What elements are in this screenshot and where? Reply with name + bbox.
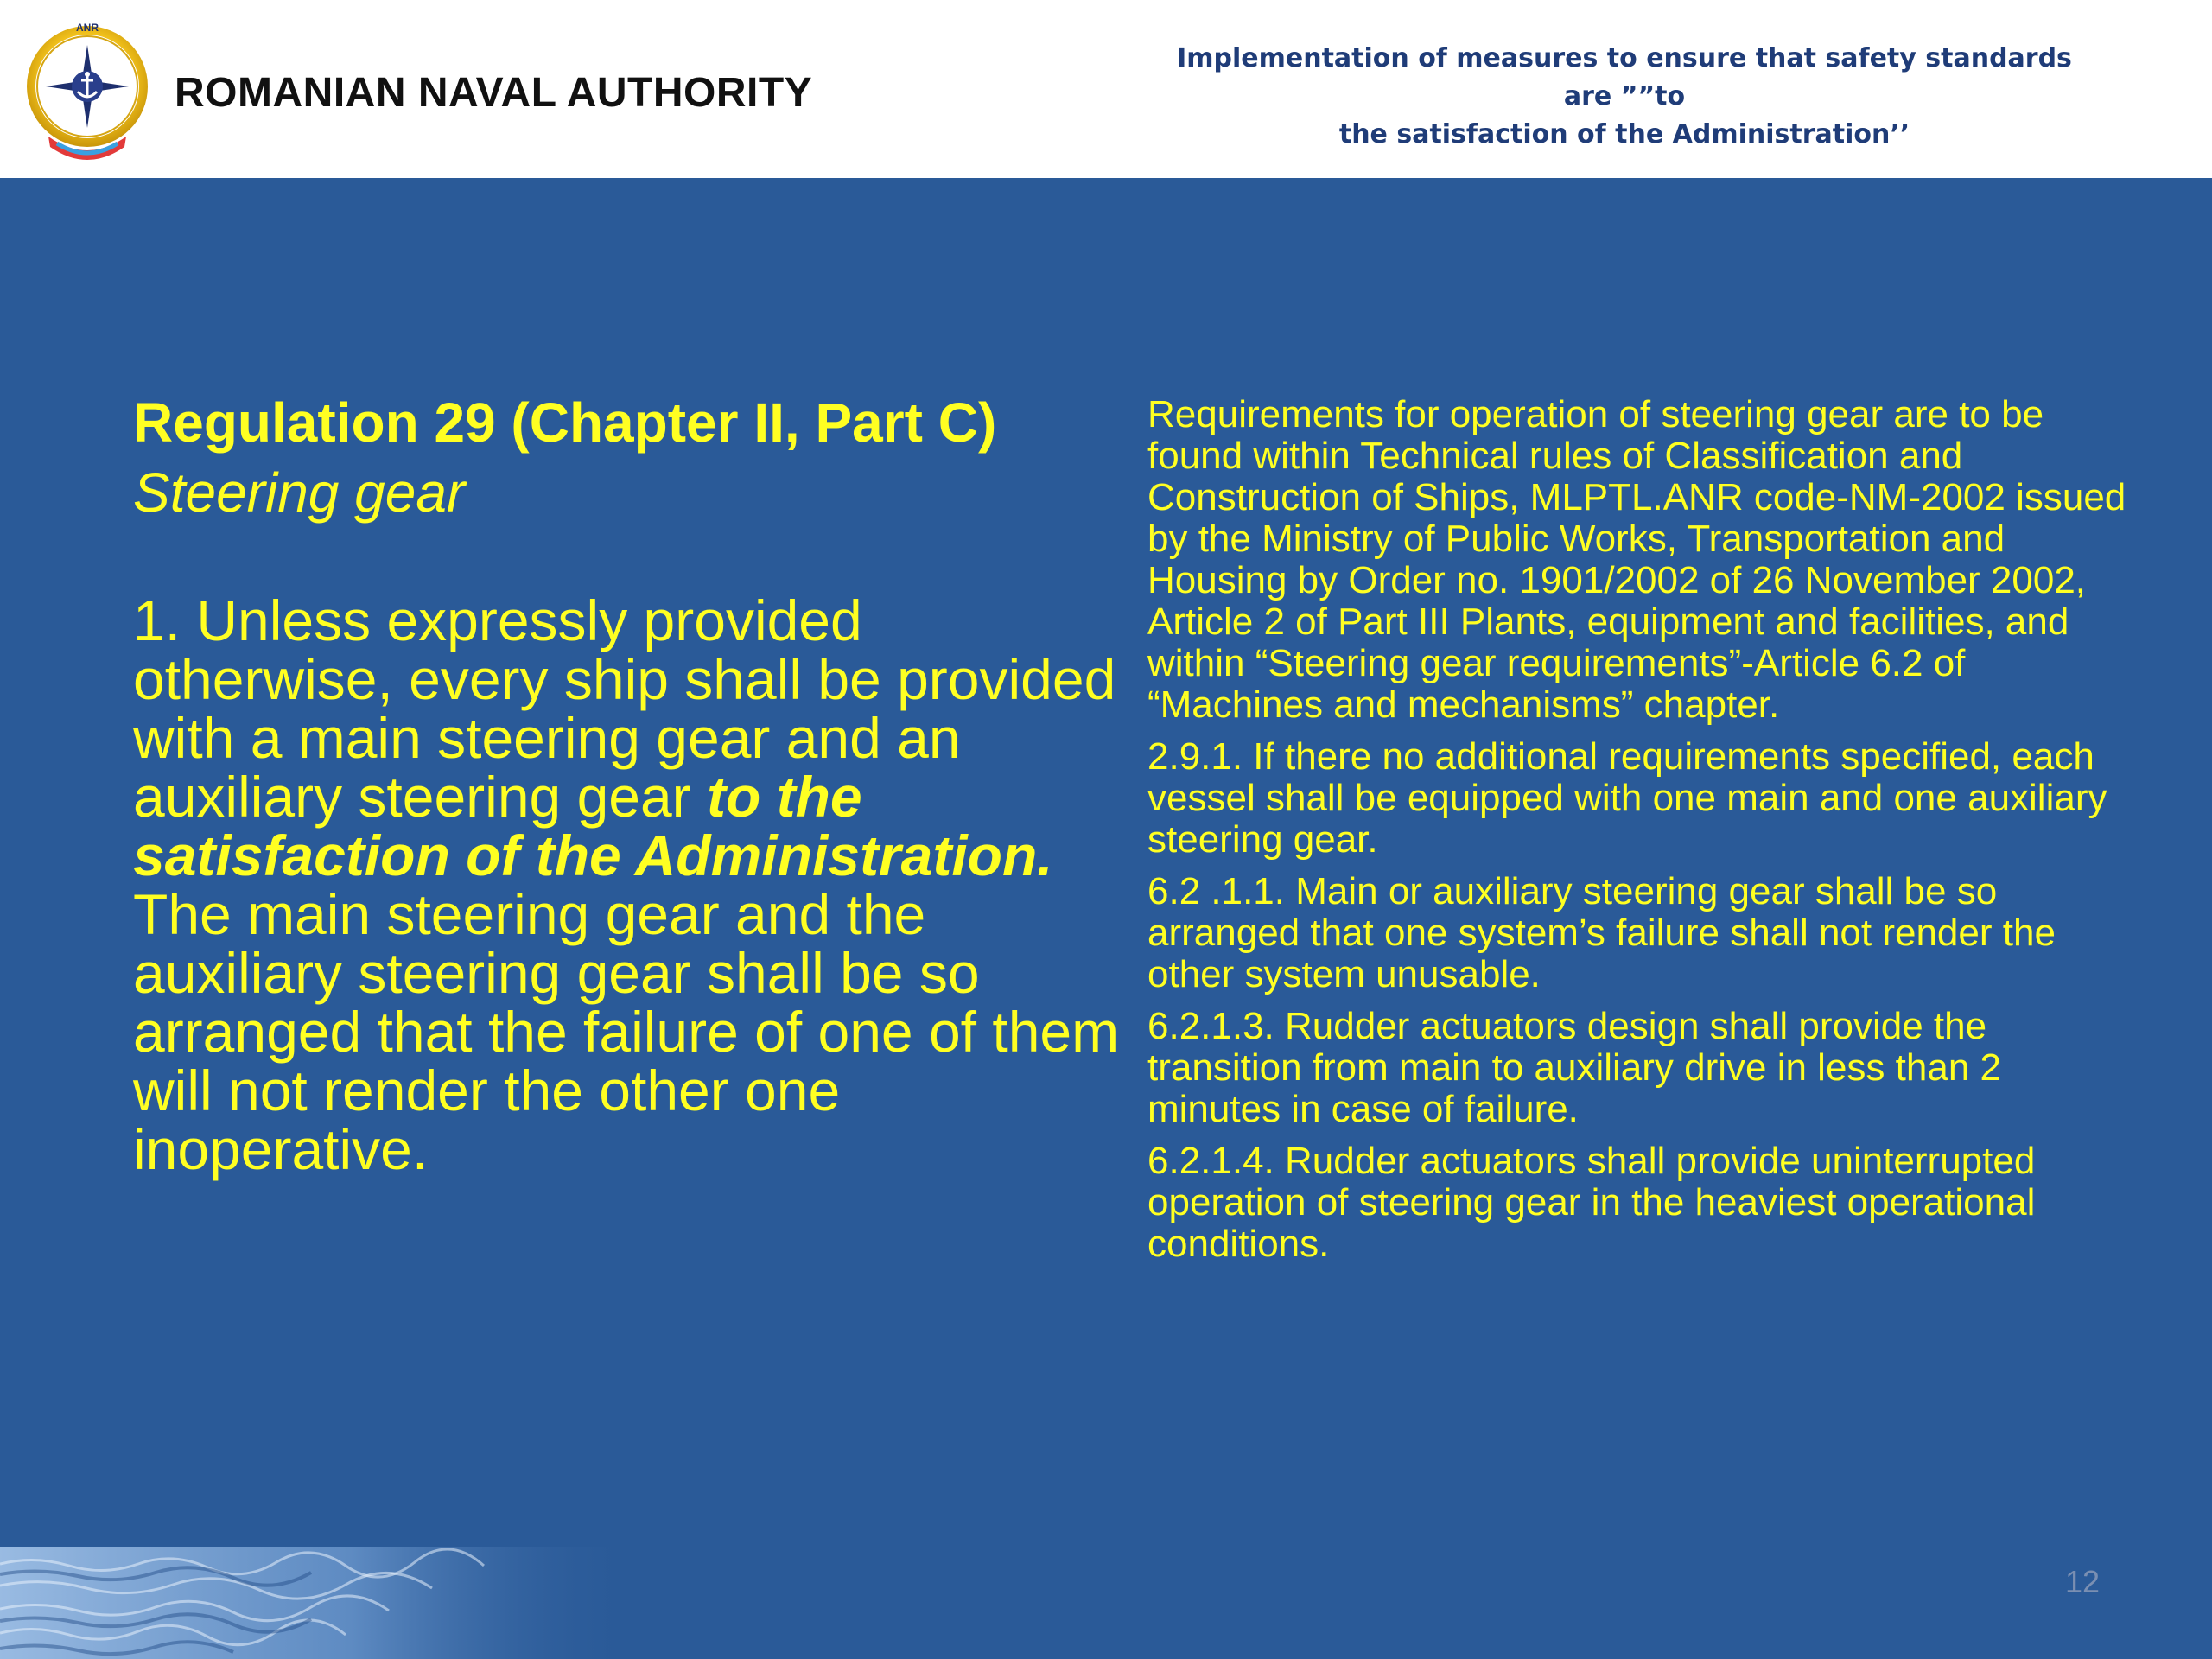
requirement-paragraph: 6.2.1.3. Rudder actuators design shall provide the transition from main to auxiliary drive in less than 2 minutes in case of failure.	[1147, 1005, 2001, 1130]
header-caption-line-2: the satisfaction of the Administration’’	[1338, 119, 1910, 149]
requirement-paragraph: Requirements for operation of steering gear are to be found within Technical rules of Classification and Construction of Ships, MLPTL.ANR code-NM-2002 issued by the Ministry of Public Works, Transportation and Housing by Order no. 1901/2002 of 26 November 2002, Article 2 of Part III Plants, equipment and facilities, and within “Steering gear requirements”-Article 6.2 of “Machines and mechanisms” chapter.	[1147, 393, 2126, 726]
header-caption	[1158, 40, 2091, 154]
naval-authority-logo	[22, 17, 152, 162]
sea-waves-decoration	[0, 1547, 639, 1659]
organization-name: ROMANIAN NAVAL AUTHORITY	[175, 70, 813, 116]
page-number: 12	[2064, 1564, 2100, 1599]
regulation-title: Regulation 29 (Chapter II, Part C)	[133, 391, 997, 454]
regulation-text-start: 1. Unless expressly provided otherwise, every ship shall be provided with a main steering gear and an auxiliary steering gear	[133, 588, 1116, 829]
requirements-column	[1147, 394, 2141, 1275]
regulation-text-emphasis: to the satisfaction of the Administration.	[133, 765, 1053, 887]
regulation-text	[133, 588, 1135, 1181]
requirement-paragraph: 6.2 .1.1. Main or auxiliary steering gear shall be so arranged that one system’s failure shall not render the other system unusable.	[1147, 870, 2056, 995]
regulation-text-end: The main steering gear and the auxiliary steering gear shall be so arranged that the failure of one of them will not render the other one inoperative.	[133, 882, 1120, 1181]
header-caption-line-1: Implementation of measures to ensure that safety standards are ””to	[1177, 43, 2072, 111]
requirement-paragraph: 6.2.1.4. Rudder actuators shall provide uninterrupted operation of steering gear in the heaviest operational conditions.	[1147, 1140, 2036, 1265]
regulation-column	[133, 389, 1135, 1179]
regulation-subtitle: Steering gear	[133, 461, 466, 524]
requirement-paragraph: 2.9.1. If there no additional requirements specified, each vessel shall be equipped with one main and one auxiliary steering gear.	[1147, 735, 2107, 861]
slide-header	[0, 0, 2212, 178]
logo-text: ANR	[76, 22, 99, 34]
